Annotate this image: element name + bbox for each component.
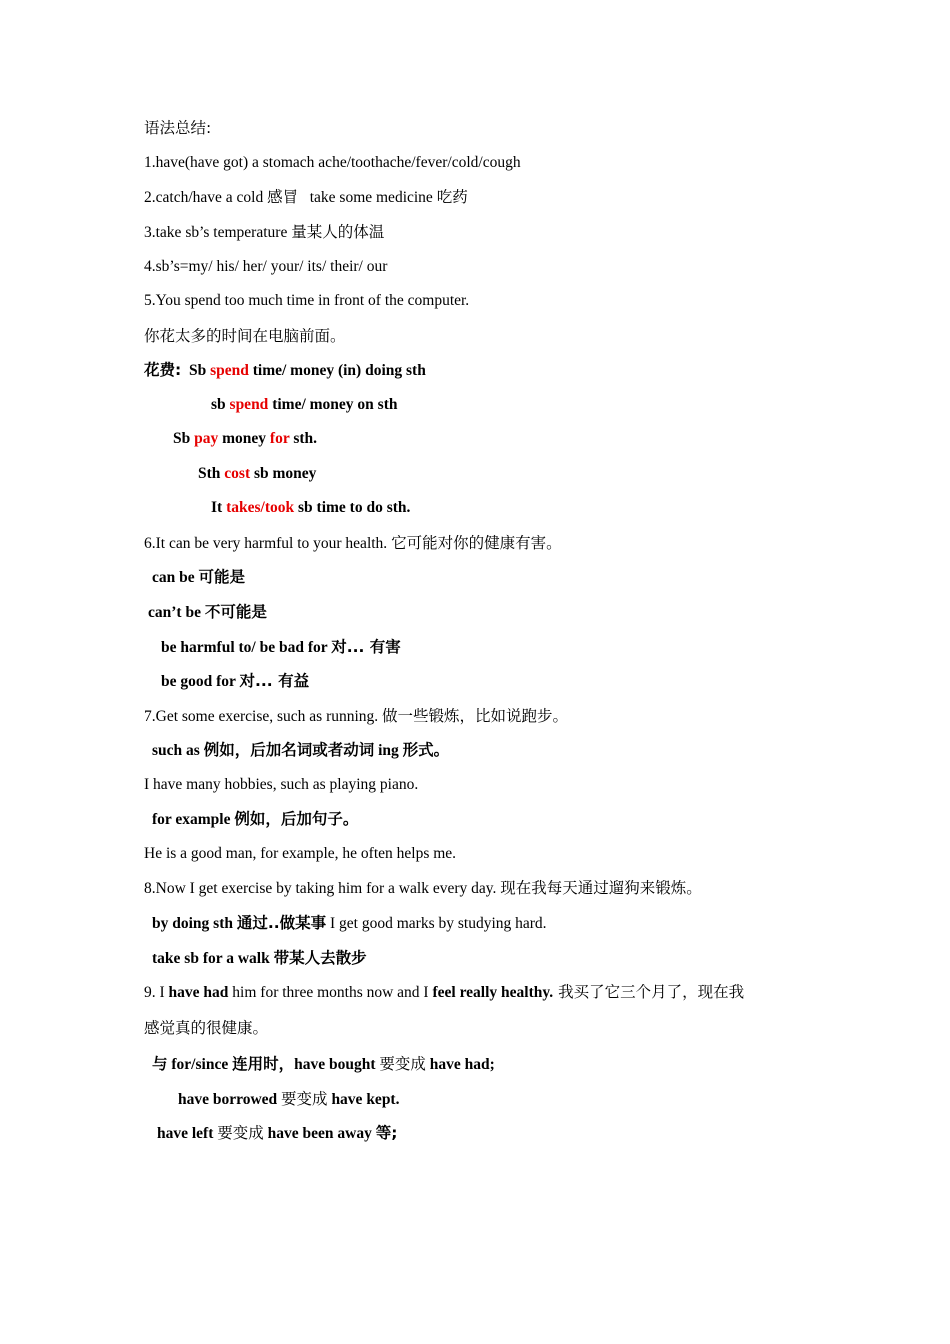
- rule-3-b: 要变成: [217, 1124, 264, 1142]
- for-example-en: for example: [152, 811, 235, 828]
- by-doing-example: I get good marks by studying hard.: [326, 915, 547, 932]
- take-keyword: takes/took: [226, 499, 295, 516]
- point-2-cn-1: 感冒: [267, 188, 299, 206]
- point-3-en: 3.take sb’s temperature: [144, 224, 292, 241]
- point-3-cn: 量某人的体温: [291, 223, 385, 241]
- for-example-row: [152, 809, 358, 830]
- spend-row-1: [144, 360, 426, 381]
- point-8-cn: 现在我每天通过遛狗来锻炼。: [500, 879, 702, 897]
- example-2-text: He is a good man, for example, he often helps me.: [144, 845, 457, 862]
- spend-2-keyword: spend: [229, 396, 269, 413]
- point-4: [144, 257, 387, 277]
- by-doing-row: [152, 913, 547, 934]
- point-5-text: 5.You spend too much time in front of the computer.: [144, 292, 470, 309]
- good-for-row: [161, 671, 309, 692]
- pay-for-keyword: for: [269, 430, 290, 447]
- such-as-cn-2: 形式。: [402, 741, 450, 759]
- example-2: [144, 844, 456, 864]
- take-walk-cn: 带某人去散步: [273, 949, 367, 967]
- point-8: [144, 878, 702, 899]
- can-be-cn: 可能是: [198, 568, 246, 586]
- cost-keyword: cost: [224, 465, 251, 482]
- example-1: [144, 775, 418, 795]
- point-9-cn-2: 感觉真的很健康。: [144, 1019, 269, 1037]
- take-c: sb time to do sth.: [294, 499, 411, 516]
- pay-c: money: [218, 430, 270, 447]
- point-2-cn-2: 吃药: [436, 188, 468, 206]
- harmful-en: be harmful to/ be bad for: [161, 639, 332, 656]
- for-example-cn: 例如，后加句子。: [234, 810, 359, 828]
- point-9: [144, 982, 744, 1003]
- point-5: [144, 291, 469, 311]
- point-1: [144, 153, 521, 173]
- by-doing-cn: 通过..做某事: [236, 914, 327, 932]
- rule-3-c: have been away: [263, 1125, 376, 1142]
- pay-row: [173, 429, 317, 449]
- point-9-feel-healthy: feel really healthy.: [432, 984, 554, 1001]
- point-8-en: 8.Now I get exercise by taking him for a walk every day.: [144, 880, 501, 897]
- point-9-c: him for three months now and I: [228, 984, 433, 1001]
- pay-keyword: pay: [194, 430, 219, 447]
- cost-row: [198, 464, 316, 484]
- rule-2-b: 要变成: [281, 1090, 328, 1108]
- take-walk-en: take sb for a walk: [152, 950, 274, 967]
- rule-2: [178, 1089, 399, 1110]
- rule-1: [152, 1054, 495, 1075]
- rule-1-c: 连用时，: [232, 1055, 295, 1073]
- cost-c: sb money: [250, 465, 317, 482]
- cant-be-en: can’t be: [148, 604, 205, 621]
- by-doing-en: by doing sth: [152, 915, 237, 932]
- spend-1-a: Sb: [188, 362, 211, 379]
- point-6: [144, 533, 562, 554]
- good-for-cn: 对... 有益: [239, 672, 310, 690]
- such-as-en: such as: [152, 742, 204, 759]
- such-as-ing: ing: [374, 742, 403, 759]
- rule-1-a: 与: [152, 1055, 168, 1073]
- point-7: [144, 706, 568, 727]
- point-1-text: 1.have(have got) a stomach ache/toothache/fever/cold/cough: [144, 154, 521, 171]
- rule-3-d: 等;: [375, 1124, 398, 1142]
- harmful-cn: 对... 有害: [331, 638, 401, 656]
- spend-1-keyword: spend: [210, 362, 249, 379]
- point-9-cn-1: 我买了它三个月了，现在我: [553, 983, 745, 1001]
- rule-1-f: have had;: [425, 1056, 495, 1073]
- point-5-translation: [144, 326, 346, 347]
- heading-text: 语法总结:: [144, 119, 212, 137]
- rule-1-d: have bought: [294, 1056, 380, 1073]
- such-as-cn-1: 例如，后加名词或者动词: [203, 741, 375, 759]
- point-5-cn: 你花太多的时间在电脑前面。: [144, 327, 346, 345]
- harmful-row: [161, 637, 401, 658]
- take-walk-row: [152, 948, 367, 969]
- point-9-continued: [144, 1018, 268, 1039]
- heading: [144, 118, 211, 139]
- example-1-text: I have many hobbies, such as playing piano.: [144, 776, 419, 793]
- rule-1-b: for/since: [167, 1056, 233, 1073]
- good-for-en: be good for: [161, 673, 240, 690]
- rule-3-a: have left: [157, 1125, 218, 1142]
- spend-1-c: time/ money (in) doing sth: [248, 362, 426, 379]
- spend-row-2: [211, 395, 397, 415]
- point-9-have-had: have had: [168, 984, 229, 1001]
- point-3: [144, 222, 384, 243]
- rule-2-c: have kept.: [327, 1091, 400, 1108]
- pay-e: sth.: [289, 430, 318, 447]
- point-2-en-2: take some medicine: [309, 189, 437, 206]
- pay-a: Sb: [173, 430, 195, 447]
- point-9-a: 9. I: [144, 984, 169, 1001]
- spend-label: 花费:: [144, 361, 182, 379]
- take-a: It: [211, 499, 227, 516]
- point-2-en-1: 2.catch/have a cold: [144, 189, 268, 206]
- can-be-en: can be: [152, 569, 199, 586]
- spend-2-c: time/ money on sth: [268, 396, 398, 413]
- point-6-cn: 它可能对你的健康有害。: [391, 534, 562, 552]
- such-as-row: [152, 740, 449, 761]
- cant-be-cn: 不可能是: [204, 603, 267, 621]
- point-6-en: 6.It can be very harmful to your health.: [144, 535, 392, 552]
- point-7-cn: 做一些锻炼，比如说跑步。: [382, 707, 569, 725]
- rule-1-e: 要变成: [379, 1055, 426, 1073]
- point-2: [144, 187, 468, 208]
- rule-3: [157, 1123, 397, 1144]
- can-be-row: [152, 567, 245, 588]
- cost-a: Sth: [198, 465, 225, 482]
- spend-2-a: sb: [211, 396, 230, 413]
- point-4-text: 4.sb’s=my/ his/ her/ your/ its/ their/ our: [144, 258, 388, 275]
- take-row: [211, 498, 410, 518]
- cant-be-row: [148, 602, 267, 623]
- rule-2-a: have borrowed: [178, 1091, 282, 1108]
- point-7-en: 7.Get some exercise, such as running.: [144, 708, 383, 725]
